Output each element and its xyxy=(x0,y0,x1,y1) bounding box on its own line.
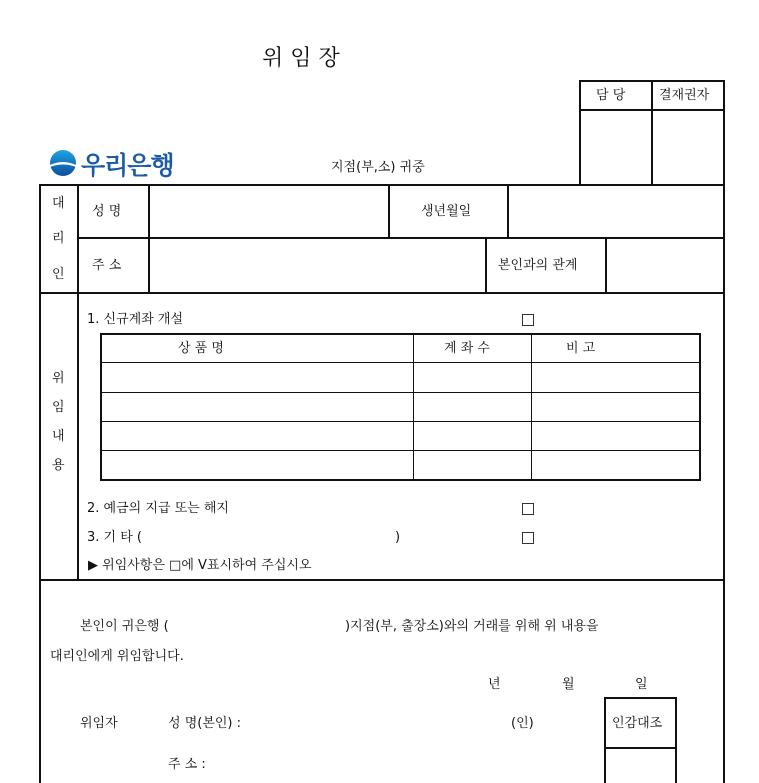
product-table-row[interactable] xyxy=(102,452,698,478)
product-table-bottom xyxy=(100,479,701,481)
approval-col-authority: 결재권자 xyxy=(659,88,710,103)
withdrawal-checkbox[interactable] xyxy=(522,503,534,515)
delegation-section-label-3: 내 xyxy=(52,429,65,444)
product-table-row-line-3 xyxy=(100,450,701,451)
page-title: 위 임 장 xyxy=(262,46,340,71)
branch-name-field[interactable] xyxy=(195,616,340,634)
delegator-name-field[interactable] xyxy=(290,713,500,731)
product-table-row-line-2 xyxy=(100,421,701,422)
delegation-label-divider xyxy=(77,292,79,581)
new-account-checkbox[interactable] xyxy=(522,314,534,326)
product-table-row[interactable] xyxy=(102,364,698,391)
delegator-label: 위임자 xyxy=(80,716,118,731)
delegation-section-label-4: 용 xyxy=(52,458,65,473)
name-field-divider xyxy=(388,184,390,238)
item-other-open: 3. 기 타 ( xyxy=(87,530,142,545)
agent-name-label: 성 명 xyxy=(92,204,122,219)
seal-compare-header-line xyxy=(604,747,677,749)
delegation-section-label-1: 위 xyxy=(52,371,65,386)
delegator-name-label: 성 명(본인) : xyxy=(168,716,242,731)
approval-col-manager: 담 당 xyxy=(596,88,626,103)
instruction-note: ▶ 위임사항은 □에 V표시하여 주십시오 xyxy=(88,558,312,573)
seal-compare-right xyxy=(675,697,677,783)
product-table-row[interactable] xyxy=(102,394,698,420)
date-month-label: 월 xyxy=(562,677,575,692)
statement-line2: 대리인에게 위임합니다. xyxy=(50,649,184,664)
product-table-header-line xyxy=(100,362,701,363)
bank-logo-icon xyxy=(48,148,78,178)
frame-left xyxy=(39,184,41,783)
agent-address-label: 주 소 xyxy=(92,258,122,273)
statement-line1-end: )지점(부, 출장소)와의 거래를 위해 위 내용을 xyxy=(345,619,599,634)
seal-compare-label: 인감대조 xyxy=(612,716,663,731)
product-table-header-product: 상 품 명 xyxy=(178,341,224,356)
agent-section-label-3: 인 xyxy=(52,267,65,282)
product-table-top xyxy=(100,333,701,335)
delegator-seal-label: (인) xyxy=(511,716,534,731)
product-table-header-remarks: 비 고 xyxy=(566,341,596,356)
approval-box-header-line xyxy=(579,109,725,111)
approval-box-top xyxy=(579,80,725,82)
delegator-address-label: 주 소 : xyxy=(168,757,206,772)
agent-relation-field[interactable] xyxy=(607,239,721,291)
bank-logo-text: 우리은행 xyxy=(81,151,174,180)
item-withdrawal: 2. 예금의 지급 또는 해지 xyxy=(87,501,229,516)
address-field-divider xyxy=(485,237,487,293)
other-checkbox[interactable] xyxy=(522,532,534,544)
addressee-text: 지점(부,소) 귀중 xyxy=(331,160,425,175)
product-table-row[interactable] xyxy=(102,423,698,449)
agent-section-label-1: 대 xyxy=(52,196,65,211)
product-table-right xyxy=(699,333,701,481)
product-table-header-count: 계 좌 수 xyxy=(444,341,490,356)
seal-compare-top xyxy=(604,697,677,699)
bank-logo xyxy=(48,146,188,180)
item-other-close: ) xyxy=(395,530,401,545)
other-details-field[interactable] xyxy=(165,528,390,546)
seal-compare-left xyxy=(604,697,606,783)
agent-relation-label: 본인과의 관계 xyxy=(498,258,578,273)
statement-line1-start: 본인이 귀은행 ( xyxy=(80,619,169,634)
item-new-account: 1. 신규계좌 개설 xyxy=(87,312,184,327)
product-table-row-line-1 xyxy=(100,392,701,393)
agent-birth-field[interactable] xyxy=(509,186,721,236)
frame-right xyxy=(723,184,725,783)
agent-section-label-2: 리 xyxy=(52,231,65,246)
agent-birth-label: 생년월일 xyxy=(421,204,472,219)
date-day-label: 일 xyxy=(635,677,648,692)
approval-box-mid xyxy=(651,80,653,185)
delegation-section-label-2: 임 xyxy=(52,400,65,415)
delegation-section-bottom xyxy=(39,579,725,581)
delegator-address-field[interactable] xyxy=(290,754,590,772)
date-year-label: 년 xyxy=(488,677,501,692)
agent-name-field[interactable] xyxy=(150,186,386,236)
approval-box-left xyxy=(579,80,581,185)
agent-address-field[interactable] xyxy=(150,239,483,291)
agent-section-bottom xyxy=(39,292,725,294)
